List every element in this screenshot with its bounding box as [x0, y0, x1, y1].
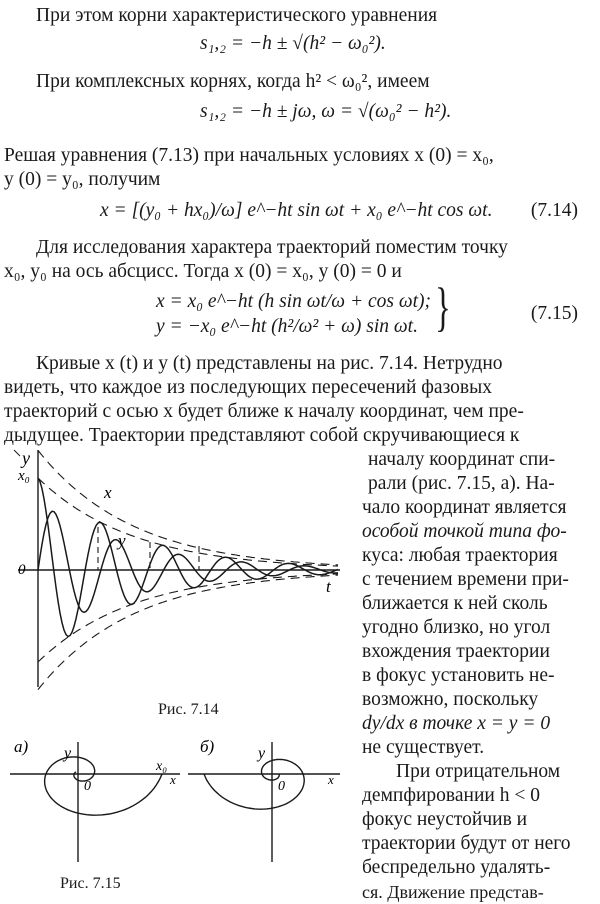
- right-line: не существует.: [362, 737, 485, 758]
- equation-number-7-15: (7.15): [530, 303, 578, 324]
- fig715-label-a: а): [14, 737, 29, 756]
- equation-roots: s₁,₂ = −h ± √(h² − ω₀²).: [200, 33, 386, 54]
- envelope-upper-outer: [38, 450, 338, 565]
- right-line: возможно, поскольку: [362, 689, 539, 710]
- equation-complex-roots: s₁,₂ = −h ± jω, ω = √(ω₀² − h²).: [200, 101, 452, 122]
- fig714-label-t: t: [326, 577, 331, 596]
- fig714-label-ycurve: y: [118, 531, 126, 550]
- right-line: траектории будут от него: [362, 833, 571, 854]
- text-line-5: Для исследования характера траекторий поместим точку: [36, 237, 508, 258]
- fig715a-label-0: 0: [84, 779, 91, 794]
- right-line: вхождения траектории: [362, 641, 550, 662]
- fig715b-label-0: 0: [278, 779, 285, 794]
- text-line-2: При комплексных корнях, когда h² < ω₀², имеем: [36, 71, 430, 92]
- equation-7-15-y: y = −x₀ e^−ht (h²/ω² + ω) sin ωt.: [156, 316, 418, 337]
- right-line: в фокус установить не-: [362, 665, 555, 686]
- equation-number-7-14: (7.14): [530, 200, 578, 221]
- text-line-1: При этом корни характеристического уравнения: [36, 5, 438, 26]
- equation-7-15-x: x = x₀ e^−ht (h sin ωt/ω + cos ωt);: [156, 291, 432, 312]
- equation-brace: }: [435, 277, 451, 337]
- spiral-unstable: [204, 759, 304, 809]
- envelope-upper: [38, 478, 338, 566]
- fig715-label-b: б): [200, 737, 215, 756]
- text-line-7: Кривые x (t) и y (t) представлены на рис. 7.14. Нетрудно: [36, 353, 503, 374]
- right-line: с течением времени при-: [362, 569, 569, 590]
- text-line-8: видеть, что каждое из последующих пересечений фазовых: [4, 377, 492, 398]
- fig715b-label-x: x: [328, 772, 334, 787]
- figure-7-14: [0, 442, 350, 692]
- right-line: фокус неустойчив и: [362, 809, 528, 830]
- fig714-label-y: y: [22, 448, 30, 468]
- right-line: ближается к ней сколь: [362, 593, 548, 614]
- right-line: началу координат спи-: [368, 449, 556, 470]
- envelope-lower: [38, 574, 338, 662]
- right-line: чало координат является: [362, 497, 567, 518]
- fig714-label-x0: x₀: [18, 468, 30, 484]
- text-line-10: дыдущее. Траектории представляют собой скручивающиеся к: [4, 425, 520, 446]
- figure-7-15-caption: Рис. 7.15: [60, 875, 121, 892]
- text-line-4: y (0) = y₀, получим: [4, 169, 161, 190]
- right-line: рали (рис. 7.15, а). На-: [368, 473, 555, 494]
- figure-7-15: [0, 732, 350, 882]
- right-line: При отрицательном: [396, 761, 561, 782]
- right-line: демпфировании h < 0: [362, 785, 540, 806]
- text-line-6: x₀, y₀ на ось абсцисс. Тогда x (0) = x₀, y (0) = 0 и: [4, 261, 402, 282]
- right-line: dy/dx в точке x = y = 0: [362, 713, 551, 734]
- curve-x: [38, 478, 338, 637]
- fig714-label-x: x: [104, 483, 112, 502]
- right-line: особой точкой типа фо-: [362, 521, 567, 542]
- spiral-stable: [45, 757, 162, 815]
- text-line-3: Решая уравнения (7.13) при начальных условиях x (0) = x₀,: [4, 145, 494, 166]
- fig715a-label-x: x: [170, 772, 176, 787]
- fig715a-label-y: y: [64, 745, 72, 762]
- right-line: ся. Движение представ-: [362, 882, 544, 902]
- right-line: угодно близко, но угол: [362, 617, 551, 638]
- equation-7-14: x = [(y₀ + hx₀)/ω] e^−ht sin ωt + x₀ e^−ht cos ωt.: [100, 200, 493, 221]
- right-line: куса: любая траектория: [362, 545, 558, 566]
- figure-7-14-caption: Рис. 7.14: [158, 701, 219, 718]
- text-line-9: траекторий с осью x будет ближе к началу координат, чем пре-: [4, 401, 524, 422]
- right-line: беспредельно удалять-: [362, 857, 551, 878]
- fig715a-label-x0: x₀: [156, 759, 168, 774]
- fig714-label-zero: 0: [18, 562, 26, 578]
- envelope-lower-outer: [38, 575, 338, 690]
- fig715b-label-y: y: [258, 745, 266, 762]
